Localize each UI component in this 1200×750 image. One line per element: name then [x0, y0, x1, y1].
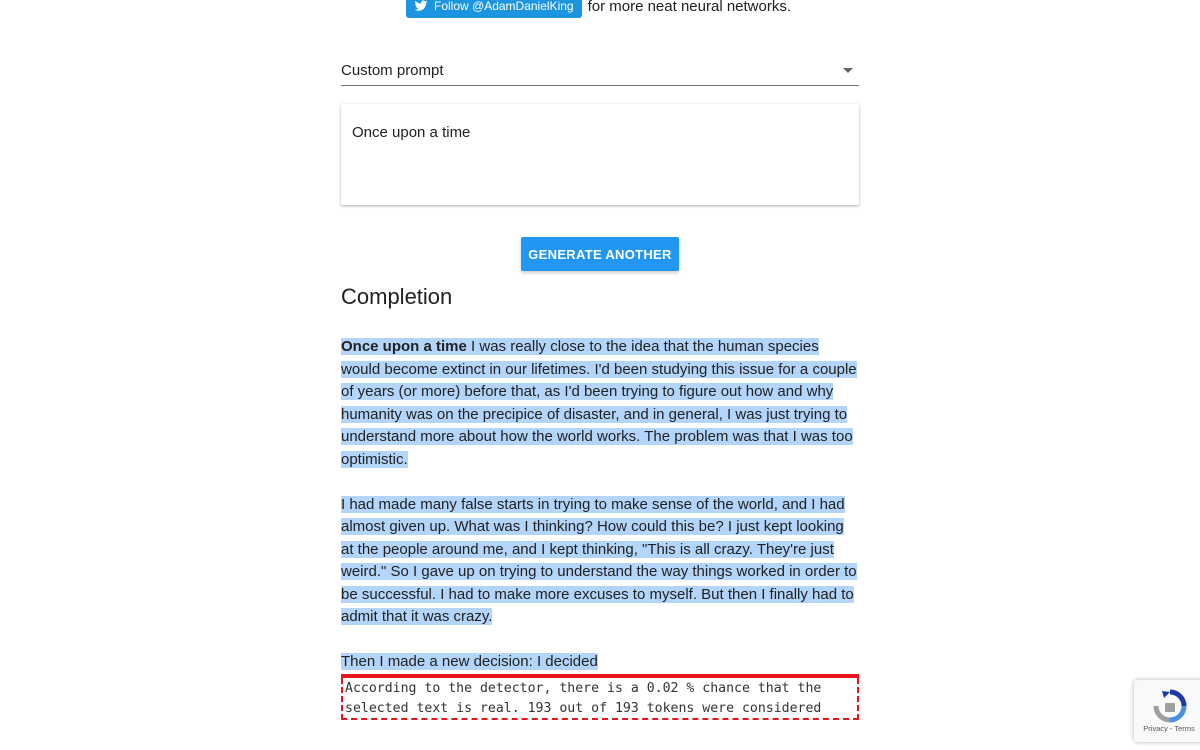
recaptcha-icon: [1152, 688, 1188, 724]
generate-another-button[interactable]: GENERATE ANOTHER: [521, 237, 679, 271]
detector-result-box: [341, 678, 859, 720]
completion-paragraph-1-text: I was really close to the idea that the human species would become extinct in our lifetimes. I'd been studying this issue for a couple of years (or more) before that, as I'd been trying to figure out how and why humanity was on the precipice of disaster, and in general, I was just trying to understand more about how the world works. The problem was that I was too optimistic.: [341, 338, 857, 468]
prompt-input[interactable]: [341, 104, 859, 205]
prompt-select[interactable]: [341, 54, 859, 86]
prompt-select-value: Custom prompt: [341, 62, 444, 79]
detector-line-2: selected text is real. 193 out of 193 tokens were considered: [345, 701, 822, 716]
recaptcha-badge[interactable]: [1134, 680, 1200, 742]
prompt-input-text[interactable]: Once upon a time: [352, 124, 471, 141]
twitter-bird-icon: [414, 0, 428, 13]
completion-paragraph[interactable]: [341, 336, 859, 471]
recaptcha-links[interactable]: Privacy - Terms: [1143, 724, 1195, 733]
detector-line-1: According to the detector, there is a 0.02 % chance that the: [345, 681, 822, 696]
twitter-follow-label: Follow @AdamDanielKing: [434, 0, 574, 13]
follow-suffix-text: for more neat neural networks.: [587, 0, 792, 15]
completion-heading: Completion: [341, 284, 453, 309]
completion-prompt-bold: Once upon a time: [341, 338, 467, 355]
completion-paragraph[interactable]: [341, 494, 859, 629]
chevron-down-icon[interactable]: [843, 68, 853, 73]
completion-paragraph-3-text: Then I made a new decision: I decided: [341, 653, 598, 670]
twitter-follow-button[interactable]: [406, 0, 582, 18]
completion-paragraph-2-text: I had made many false starts in trying to make sense of the world, and I had almost given up. What was I thinking? How could this be? I just kept looking at the people around me, and I kept thinking, "This is all crazy. They're just weird." So I gave up on trying to understand the way things worked in order to be successful. I had to make more excuses to myself. But then I finally had to admit that it was crazy.: [341, 495, 857, 625]
twitter-follow-row: [406, 0, 791, 18]
completion-text[interactable]: [341, 336, 859, 674]
completion-paragraph[interactable]: [341, 651, 859, 674]
